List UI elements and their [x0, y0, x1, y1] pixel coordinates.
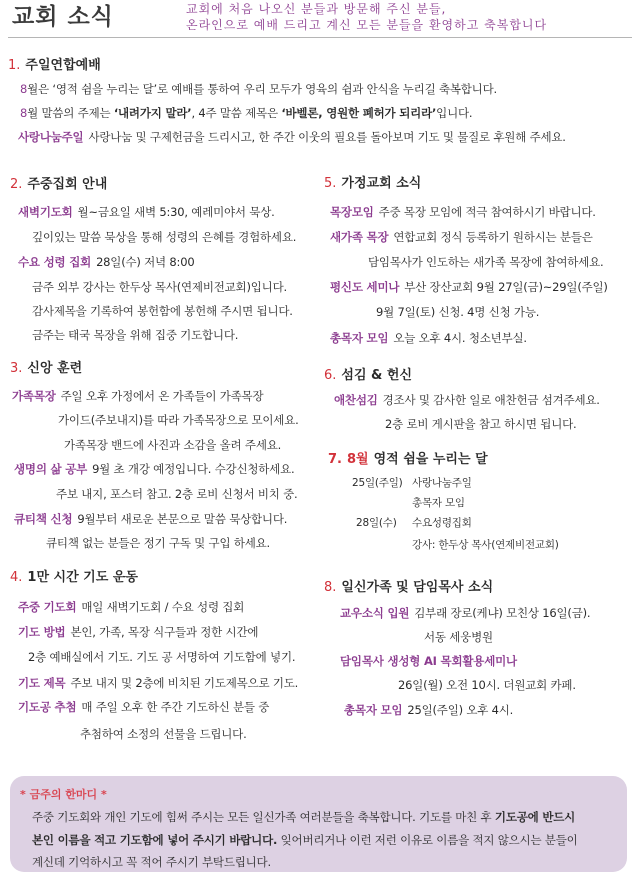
section-title: 주중집회 안내 — [27, 177, 108, 192]
line-text: 월은 ‘영적 쉼을 누리는 달’로 예배를 통하여 우리 모두가 영육의 쉼과 안식을 누리길 축복합니다. — [27, 82, 497, 96]
item-label: 생명의 삶 공부 — [14, 462, 88, 476]
section-number: 3. — [10, 361, 23, 376]
item-text: 매 주일 오후 한 주간 기도하신 분들 중 — [81, 700, 270, 714]
section-5-heading — [324, 176, 421, 192]
welcome-line-1: 교회에 처음 나오신 분들과 방문해 주신 분들, — [186, 2, 447, 16]
shepherds-meeting-item — [344, 703, 513, 717]
pastor-seminar-item — [340, 654, 522, 668]
item-label: 평신도 세미나 — [330, 280, 400, 294]
newcomer-group-detail: 담임목사가 인도하는 새가족 목장에 참여하세요. — [368, 255, 604, 269]
item-label: 총목자 모임 — [330, 331, 389, 345]
section-title: 일신가족 및 담임목사 소식 — [341, 580, 494, 595]
month-digit: 8 — [20, 106, 28, 120]
schedule-event: 사랑나눔주일 — [412, 477, 472, 489]
item-label: 수요 성령 집회 — [18, 255, 92, 269]
life-study-item — [14, 462, 294, 476]
fellowship-meal-detail: 2층 로비 게시판을 참고 하시면 됩니다. — [385, 417, 577, 431]
section-number: 4. — [10, 570, 23, 585]
header-divider — [8, 37, 632, 38]
item-label: 애찬섬김 — [334, 393, 378, 407]
section-number: 7. — [328, 452, 342, 467]
item-text: 사랑나눔 및 구제헌금을 드리시고, 한 주간 이웃의 필요를 돌아보며 기도 및 물질로 후원해 주세요. — [88, 130, 566, 144]
section-4-heading — [10, 570, 138, 586]
line-text: 월 말씀의 주제는 — [27, 106, 114, 120]
item-text: 9월부터 새로운 본문으로 말씀 묵상합니다. — [77, 512, 288, 526]
item-text: 주보 내지 및 2층에 비치된 기도제목으로 기도. — [70, 676, 299, 690]
item-text: 25일(주일) 오후 4시. — [407, 703, 514, 717]
sermon-theme: ‘내려가지 말라’ — [113, 106, 192, 120]
message-emphasis: 본인 이름을 적고 기도함에 넣어 주시기 바랍니다. — [32, 833, 278, 847]
section-2-heading — [10, 177, 107, 193]
welcome-line-2: 온라인으로 예배 드리고 계신 모든 분들을 환영하고 축복합니다 — [186, 18, 548, 32]
section-8-heading — [324, 580, 493, 596]
item-label: 교우소식 입원 — [340, 606, 410, 620]
section-number: 8. — [324, 580, 337, 595]
section-7-heading — [328, 452, 488, 468]
member-news-detail: 서동 세웅병원 — [424, 630, 493, 644]
member-news-item — [340, 606, 590, 620]
line-text: 입니다. — [436, 106, 473, 120]
lay-seminar-detail: 9월 7일(토) 신청. 4명 신청 가능. — [376, 305, 540, 319]
item-label: 기도 제목 — [18, 676, 66, 690]
section-6-heading — [324, 368, 412, 384]
weekly-message-line-1 — [32, 810, 575, 824]
family-group-item — [12, 389, 263, 403]
item-label: 사랑나눔주일 — [18, 130, 84, 144]
section-1-heading — [8, 58, 101, 74]
sunday-service-line-2 — [20, 106, 472, 120]
newcomer-group-item — [330, 230, 593, 244]
section-title: 1만 시간 기도 운동 — [27, 570, 138, 585]
prayer-method-detail: 2층 예배실에서 기도. 기도 공 서명하여 기도함에 넣기. — [28, 650, 296, 664]
item-text: 오늘 오후 4시. 청소년부실. — [393, 331, 527, 345]
item-text: 9월 초 개강 예정입니다. 수강신청하세요. — [92, 462, 295, 476]
item-label: 큐티책 신청 — [14, 512, 73, 526]
wednesday-service-item — [18, 255, 194, 269]
month-digit: 8 — [20, 82, 28, 96]
line-text: , 4주 말씀 제목은 — [191, 106, 282, 120]
item-text: 주일 오후 가정에서 온 가족들이 가족목장 — [60, 389, 264, 403]
qt-book-detail: 큐티책 없는 분들은 정기 구독 및 구입 하세요. — [46, 536, 271, 550]
dawn-prayer-item — [18, 205, 275, 219]
message-text: 잊어버리거나 이런 저런 이유로 이름을 적지 않으시는 분들이 — [277, 833, 578, 847]
schedule-date: 25일(주일) — [352, 477, 403, 489]
item-text: 28일(수) 저녁 8:00 — [96, 255, 195, 269]
item-label: 기도공 추첨 — [18, 700, 77, 714]
section-number: 2. — [10, 177, 23, 192]
prayer-ball-draw-item — [18, 700, 269, 714]
section-title: 주일연합예배 — [25, 58, 101, 73]
schedule-date: 28일(수) — [356, 517, 397, 529]
section-3-heading — [10, 361, 82, 377]
weekday-prayer-item — [18, 600, 244, 614]
section-title: 섬김 & 헌신 — [341, 368, 413, 383]
section-title: 영적 쉼을 누리는 달 — [373, 452, 488, 467]
item-text: 주중 목장 모임에 적극 참여하시기 바랍니다. — [378, 205, 596, 219]
item-label: 새벽기도회 — [18, 205, 73, 219]
message-text: 주중 기도회와 개인 기도에 힘써 주시는 모든 일신가족 여러분들을 축복합니다. 기도를 마친 후 — [32, 810, 495, 824]
item-label: 새가족 목장 — [330, 230, 389, 244]
lay-seminar-item — [330, 280, 608, 294]
wednesday-service-detail: 금주 외부 강사는 한두상 목사(연제비전교회)입니다. — [32, 280, 287, 294]
shepherds-meeting-item — [330, 331, 527, 345]
item-text: 연합교회 정식 등록하기 원하시는 분들은 — [393, 230, 593, 244]
dawn-prayer-detail: 깊이있는 말씀 묵상을 통해 성령의 은혜를 경험하세요. — [32, 230, 297, 244]
section-number: 5. — [324, 176, 337, 191]
section-title: 신앙 훈련 — [27, 361, 83, 376]
item-text: 부산 장산교회 9월 27일(금)~29일(주일) — [404, 280, 608, 294]
qt-book-item — [14, 512, 287, 526]
weekly-message-line-3: 계신데 기억하시고 꼭 적어 주시기 부탁드립니다. — [32, 855, 271, 869]
prayer-topics-item — [18, 676, 298, 690]
sermon-title: ‘바벨론, 영원한 폐허가 되리라’ — [281, 106, 437, 120]
wednesday-service-detail: 금주는 태국 목장을 위해 집중 기도합니다. — [32, 328, 239, 342]
item-label: 주중 기도회 — [18, 600, 77, 614]
message-emphasis: 기도공에 반드시 — [494, 810, 576, 824]
family-group-detail: 가이드(주보내지)를 따라 가족목장으로 모이세요. — [58, 413, 299, 427]
item-label: 담임목사 생성형 AI 목회활용세미나 — [340, 654, 517, 668]
life-study-detail: 주보 내지, 포스터 참고. 2층 로비 신청서 비치 중. — [56, 487, 298, 501]
month-label: 8월 — [346, 452, 369, 467]
item-label: 가족목장 — [12, 389, 56, 403]
section-title: 가정교회 소식 — [341, 176, 422, 191]
schedule-event: 총목자 모임 — [412, 497, 465, 509]
cell-meeting-item — [330, 205, 596, 219]
wednesday-service-detail: 감사제목을 기록하여 봉헌함에 봉헌해 주시면 됩니다. — [32, 304, 293, 318]
prayer-method-item — [18, 625, 258, 639]
item-text: 경조사 및 감사한 일로 애찬헌금 섬겨주세요. — [382, 393, 600, 407]
fellowship-meal-item — [334, 393, 600, 407]
item-text: 김부래 장로(케냐) 모친상 16일(금). — [414, 606, 591, 620]
page-title: 교회 소식 — [12, 4, 114, 30]
item-text: 매일 새벽기도회 / 수요 성령 집회 — [81, 600, 245, 614]
weekly-message-line-2 — [32, 833, 578, 847]
schedule-event: 수요성령집회 — [412, 517, 472, 529]
item-label: 총목자 모임 — [344, 703, 403, 717]
item-label: 목장모임 — [330, 205, 374, 219]
prayer-ball-draw-detail: 추첨하여 소정의 선물을 드립니다. — [80, 727, 247, 741]
pastor-seminar-detail: 26일(월) 오전 10시. 더원교회 카페. — [398, 678, 576, 692]
schedule-event: 강사: 한두상 목사(연제비전교회) — [412, 539, 559, 551]
section-number: 6. — [324, 368, 337, 383]
sunday-service-line-1 — [20, 82, 497, 96]
section-number: 1. — [8, 58, 21, 73]
item-label: 기도 방법 — [18, 625, 66, 639]
weekly-message-heading: * 금주의 한마디 * — [20, 788, 107, 801]
sunday-service-line-3 — [18, 130, 566, 144]
item-text: 월~금요일 새벽 5:30, 예레미야서 묵상. — [77, 205, 275, 219]
item-text: 본인, 가족, 목장 식구들과 정한 시간에 — [70, 625, 259, 639]
family-group-detail: 가족목장 밴드에 사진과 소감을 올려 주세요. — [64, 438, 282, 452]
